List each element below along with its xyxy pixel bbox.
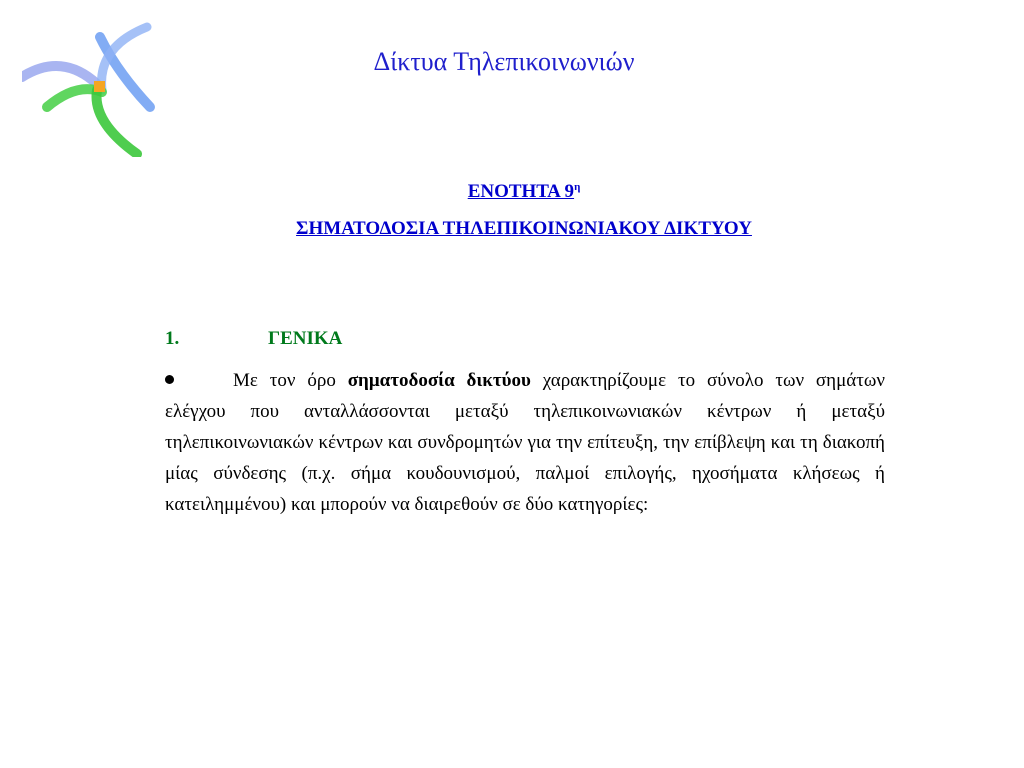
section-number: 1. [165, 328, 180, 349]
unit-label: ΕΝΟΤΗΤΑ 9 [467, 181, 575, 202]
paragraph-lead: Με τον όρο [233, 370, 348, 391]
section-title: ΓΕΝΙΚΑ [268, 328, 343, 349]
unit-subtitle: ΣΗΜΑΤΟΔΟΣΙΑ ΤΗΛΕΠΙΚΟΙΝΩΝΙΑΚΟΥ ΔΙΚΤΥΟΥ [296, 218, 752, 239]
bullet [165, 365, 233, 396]
logo-icon [22, 22, 157, 157]
star-network-logo [22, 22, 157, 157]
unit-label-superscript: η [574, 181, 581, 193]
body-paragraph [165, 365, 885, 520]
paragraph-rest: χαρακτηρίζουμε το σύνολο των σημάτων ελέγχου που ανταλλάσσονται μεταξύ τηλεπικοινωνιακών κέντρων ή μεταξύ τηλεπικοινωνιακών κέντρων και συνδρομητών για την επίτευξη, την επίβλεψη και τη διακοπή μίας σύνδεσης (π.χ. σήμα κουδουνισμού, παλμοί επιλογής, ηχοσήματα κλήσεως ή κατειλημμένου) και μπορούν να διαιρεθούν σε δύο κατηγορίες: [165, 370, 885, 515]
logo-center-square [94, 81, 105, 92]
page-title: Δίκτυα Τηλεπικοινωνιών [373, 47, 635, 76]
section-heading [165, 326, 342, 352]
paragraph-term: σηματοδοσία δικτύου [347, 370, 531, 391]
logo-green-arc-bottom [97, 90, 138, 154]
bullet-dot-icon [165, 375, 174, 384]
unit-heading [0, 180, 1024, 204]
